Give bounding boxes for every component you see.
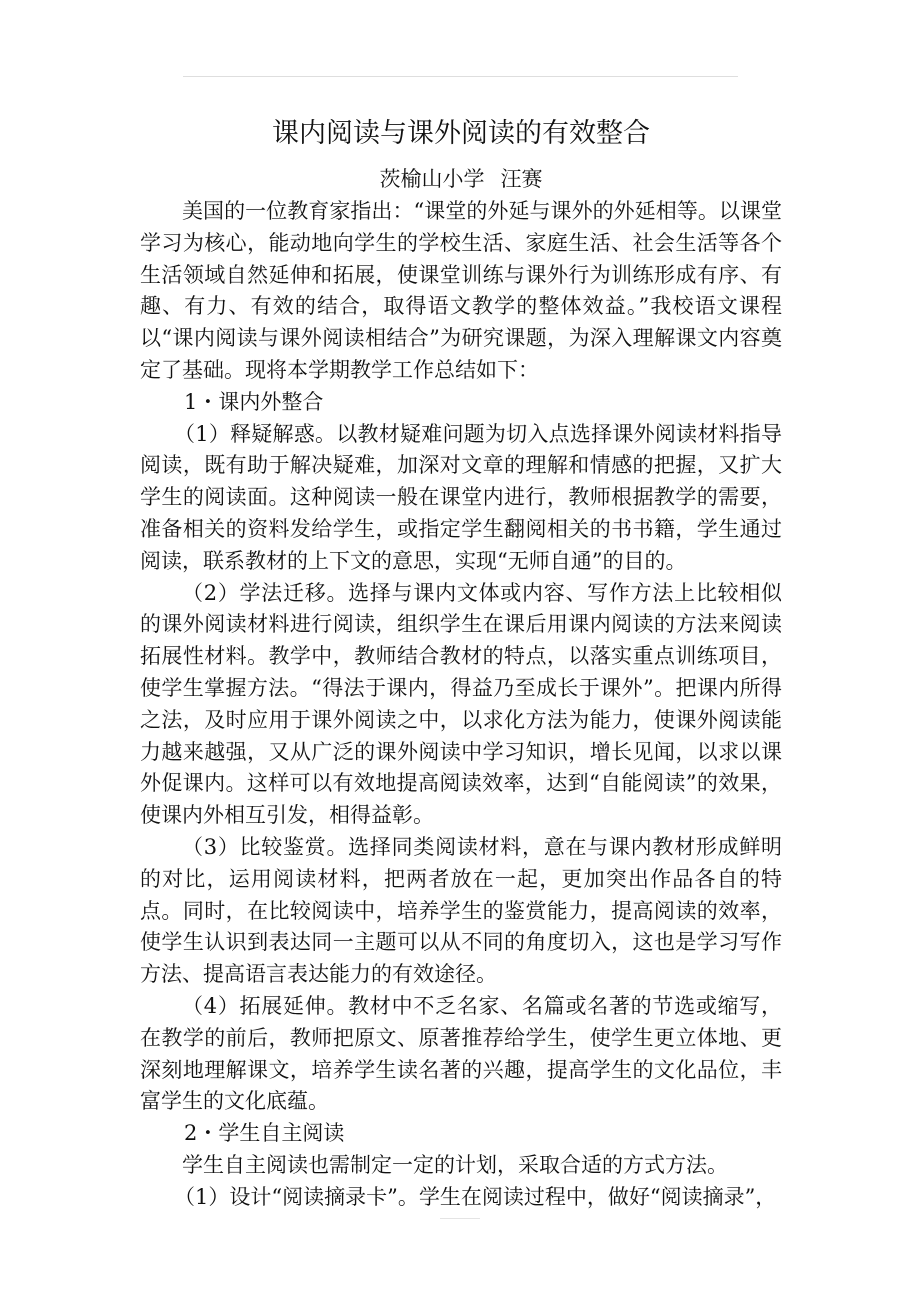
footer-mark [440, 1218, 480, 1219]
school-name: 茨榆山小学 [379, 167, 485, 191]
section-1-item-4: （4）拓展延伸。教材中不乏名家、名篇或名著的节选或缩写，在教学的前后，教师把原文、原著推荐给学生，使学生更立体地、更深刻地理解课文，培养学生读名著的兴趣，提高学生的文化品位，丰富学生的文化底蕴。 [140, 993, 782, 1114]
author-line [140, 162, 782, 196]
intro-paragraph: 美国的一位教育家指出：“课堂的外延与课外的外延相等。以课堂学习为核心，能动地向学生的学校生活、家庭生活、社会生活等各个生活领域自然延伸和拓展，使课堂训练与课外行为训练形成有序、有趣、有力、有效的结合，取得语文教学的整体效益。”我校语文课程以“课内阅读与课外阅读相结合”为研究课题，为深入理解课文内容奠定了基础。现将本学期教学工作总结如下： [140, 199, 782, 382]
section-1-item-2: （2）学法迁移。选择与课内文体或内容、写作方法上比较相似的课外阅读材料进行阅读，组织学生在课后用课内阅读的方法来阅读拓展性材料。教学中，教师结合教材的特点，以落实重点训练项目，使学生掌握方法。“得法于课内，得益乃至成长于课外”。把课内所得之法，及时应用于课外阅读之中，以求化方法为能力，使课外阅读能力越来越强，又从广泛的课外阅读中学习知识，增长见闻，以求以课外促课内。这样可以有效地提高阅读效率，达到“自能阅读”的效果，使课内外相互引发，相得益彰。 [140, 580, 782, 828]
author-name: 汪赛 [500, 167, 543, 191]
section-2-item-1: （1）设计“阅读摘录卡”。学生在阅读过程中，做好“阅读摘录”， [174, 1184, 777, 1209]
section-1-heading: 1・课内外整合 [184, 389, 324, 414]
section-1-item-3: （3）比较鉴赏。选择同类阅读材料，意在与课内教材形成鲜明的对比，运用阅读材料，把两者放在一起，更加突出作品各自的特点。同时，在比较阅读中，培养学生的鉴赏能力，提高阅读的效率，使学生认识到表达同一主题可以从不同的角度切入，这也是学习写作方法、提高语言表达能力的有效途径。 [140, 834, 782, 987]
document-page [140, 112, 782, 1214]
document-title: 课内阅读与课外阅读的有效整合 [272, 118, 650, 149]
section-2-intro: 学生自主阅读也需制定一定的计划，采取合适的方式方法。 [182, 1152, 728, 1177]
section-1-item-1: （1）释疑解惑。以教材疑难问题为切入点选择课外阅读材料指导阅读，既有助于解决疑难，加深对文章的理解和情感的把握，又扩大学生的阅读面。这种阅读一般在课堂内进行，教师根据教学的需要，准备相关的资料发给学生，或指定学生翻阅相关的书书籍，学生通过阅读，联系教材的上下文的意思，实现“无师自通”的目的。 [140, 421, 782, 573]
header-rule [183, 76, 738, 77]
section-2-heading: 2・学生自主阅读 [184, 1121, 345, 1146]
